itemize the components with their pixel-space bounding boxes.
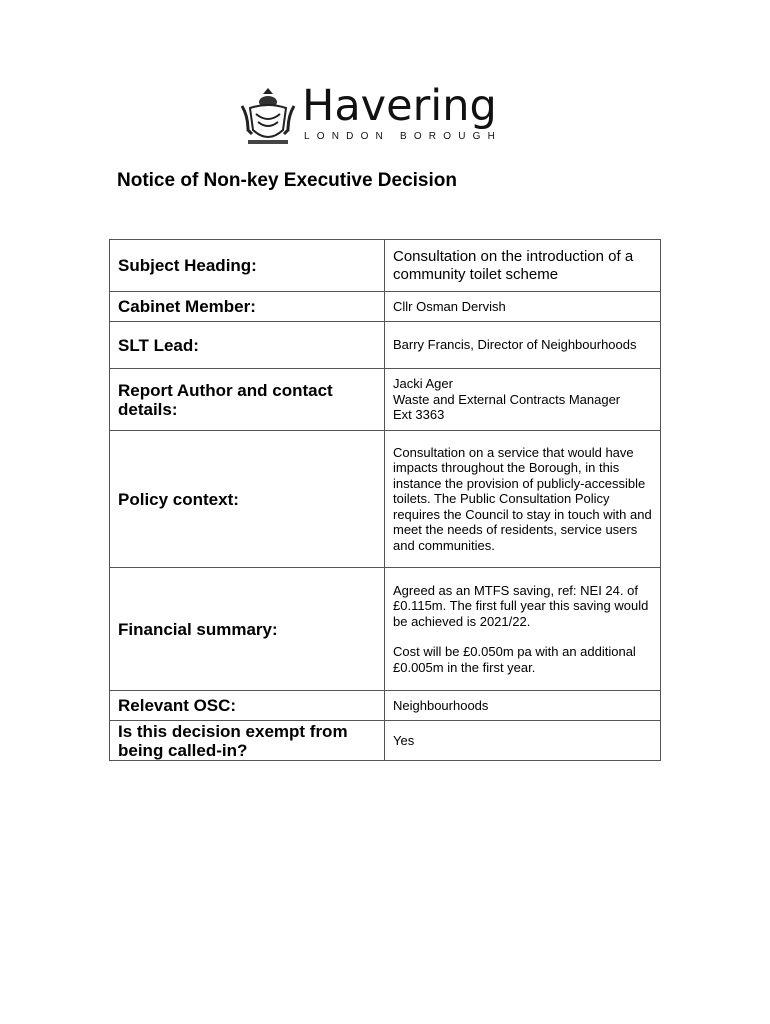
table-row [110,721,661,761]
row-value: Consultation on the introduction of a community toilet scheme [385,240,661,292]
decision-table [109,239,661,761]
row-value [385,568,661,691]
table-row [110,568,661,691]
financial-paragraph: Cost will be £0.050m pa with an additional £0.005m in the first year. [393,644,636,675]
logo-wordmark: Havering [302,81,497,131]
borough-crest-icon [240,86,296,150]
row-label: Policy context: [110,431,385,568]
table-row [110,240,661,292]
table-row [110,691,661,721]
row-label: Subject Heading: [110,240,385,292]
row-value: Consultation on a service that would have impacts throughout the Borough, in this instance the provision of publicly-accessible toilets. The Public Consultation Policy requires the Council to stay in touch with and meet the needs of residents, service users and communities. [385,431,661,568]
row-value: Neighbourhoods [385,691,661,721]
row-value: Cllr Osman Dervish [385,292,661,322]
page-title: Notice of Non-key Executive Decision [117,170,457,191]
author-role: Waste and External Contracts Manager [393,391,621,407]
table-row [110,369,661,431]
table-row [110,322,661,369]
havering-logo [240,81,530,150]
row-label: Relevant OSC: [110,691,385,721]
table-row [110,292,661,322]
row-value [385,369,661,431]
row-label: Report Author and contact details: [110,369,385,431]
author-name: Jacki Ager [393,376,453,392]
row-label: Financial summary: [110,568,385,691]
table-row [110,431,661,568]
author-extension: Ext 3363 [393,407,445,423]
row-label: SLT Lead: [110,322,385,369]
row-label: Is this decision exempt from being called-in? [110,721,385,761]
financial-paragraph: Agreed as an MTFS saving, ref: NEI 24. of £0.115m. The first full year this saving would be achieved is 2021/22. [393,582,649,629]
row-value: Barry Francis, Director of Neighbourhoods [385,322,661,369]
row-value: Yes [385,721,661,761]
logo-subtitle: LONDON BOROUGH [304,131,503,142]
row-label: Cabinet Member: [110,292,385,322]
